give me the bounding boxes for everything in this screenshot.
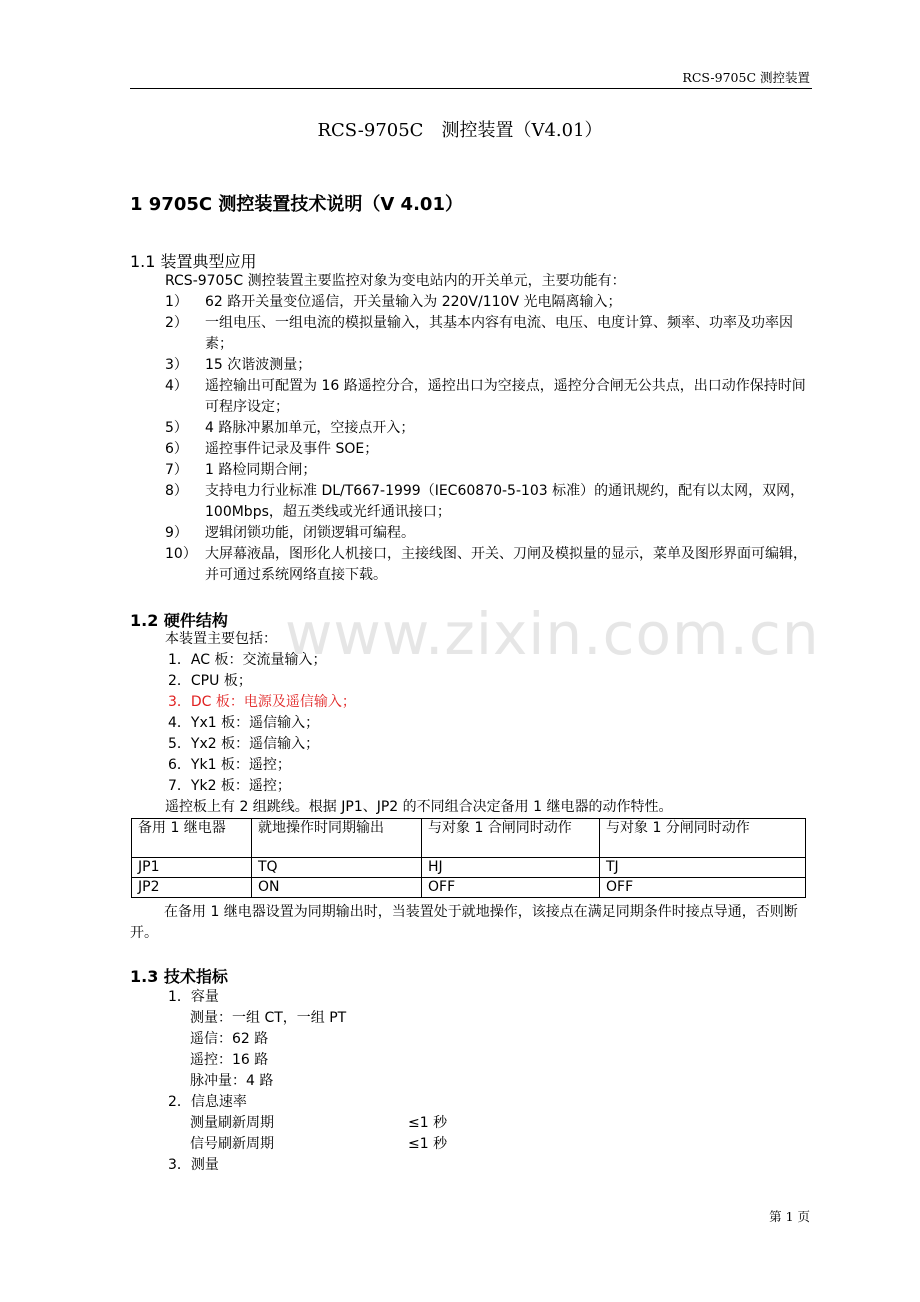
board-item: 2．CPU 板； — [168, 673, 252, 689]
watermark-text: www.zixin.com.cn — [285, 600, 820, 668]
running-header: RCS-9705C 测控装置 — [682, 70, 810, 85]
table-cell: TQ — [252, 858, 422, 878]
document-title: RCS-9705C 测控装置（V4.01） — [317, 120, 603, 141]
table-header-row — [132, 819, 806, 858]
section-1-2-intro: 本装置主要包括： — [165, 631, 277, 647]
table-cell: HJ — [422, 858, 600, 878]
capacity-label: 1．容量 — [168, 989, 219, 1005]
section-1-1-intro: RCS-9705C 测控装置主要监控对象为变电站内的开关单元，主要功能有： — [165, 273, 626, 289]
table-cell: OFF — [422, 878, 600, 898]
section-1-heading: 1 9705C 测控装置技术说明（V 4.01） — [130, 194, 463, 215]
section-1-1-heading: 1.1 装置典型应用 — [130, 252, 257, 271]
jumper-note: 遥控板上有 2 组跳线。根据 JP1、JP2 的不同组合决定备用 1 继电器的动作特性。 — [165, 799, 673, 815]
table-header-cell: 就地操作时同期输出 — [252, 819, 422, 858]
table-cell: JP1 — [132, 858, 252, 878]
header-divider — [130, 88, 812, 89]
jumper-table — [131, 818, 806, 898]
rate-item-value: ≤1 秒 — [408, 1136, 448, 1152]
table-header-cell: 备用 1 继电器 — [132, 819, 252, 858]
capacity-item: 遥信：62 路 — [190, 1031, 269, 1047]
board-item: 5．Yx2 板：遥信输入； — [168, 736, 320, 752]
table-row — [132, 878, 806, 898]
table-header-cell: 与对象 1 分闸同时动作 — [600, 819, 806, 858]
board-item: 7．Yk2 板：遥控； — [168, 778, 291, 794]
section-1-3-heading: 1.3 技术指标 — [130, 967, 228, 986]
measurement-label: 3．测量 — [168, 1157, 219, 1173]
board-item: 6．Yk1 板：遥控； — [168, 757, 291, 773]
after-table-paragraph: 在备用 1 继电器设置为同期输出时，当装置处于就地操作，该接点在满足同期条件时接点导通，否则断开。 — [130, 904, 798, 941]
capacity-item: 脉冲量：4 路 — [190, 1073, 274, 1089]
rate-item-label: 信号刷新周期 — [190, 1136, 274, 1152]
board-item: 4．Yx1 板：遥信输入； — [168, 715, 320, 731]
capacity-item: 测量：一组 CT，一组 PT — [190, 1010, 347, 1026]
rate-item-label: 测量刷新周期 — [190, 1115, 274, 1131]
table-cell: TJ — [600, 858, 806, 878]
document-page: RCS-9705C 测控装置 RCS-9705C 测控装置（V4.01） 1 9705C 测控装置技术说明（V 4.01） 1.1 装置典型应用 RCS-9705C 测控装置主要监控对象为变电站内的开关单元，主要功能有： 1） 62 路开关量变位遥信，开关量输入为 220V/110V 光电隔离输入； 2） 一组电压、一组电流的模拟量输入，其基本内容有电流、电压、电度计算、频率、功率及功率因素； 3） 15 次谐波测量； 4） 遥控输出可配置为 16 路遥控分合，遥控出口为空接点，遥控分合闸无公共点，出口动作保持时间可程序设定； 5） 4 路脉冲累加单元，空接点开入； 6） 遥控事件记录及事件 SOE； 7） 1 路检同期合闸； 8） 支持电力行业标准 DL/T667-1999（IEC60870-5-103 标准）的通讯规约，配有以太网，双网，100Mbps，超五类线或光纤通讯接口； 9） 逻辑闭锁功能，闭锁逻辑可编程。 10） 大屏幕液晶，图形化人机接口，主接线图、开关、刀闸及模拟量的显示，菜单及图形界面可编辑，并可通过系统网络直接下载。 1.2 硬件结构 本装置主要包括： 1．AC 板：交流量输入； 2．CPU 板； 3．DC 板：电源及遥信输入； 4．Yx1 板：遥信输入； 5．Yx2 板：遥信输入； 6．Yk1 板：遥控； 7．Yk2 板：遥控； 遥控板上有 2 组跳线。根据 JP1、JP2 的不同组合决定备用 1 继电器的动作特性。 备用 1 继电器 就地操作时同期输出 与对象 1 合闸同时动作 与对象 1 分闸同时动作 JP1 TQ HJ TJ JP2 ON OFF OFF 在备用 1 继电器设置为同期输出时，当装置处于就地操作，该接点在满足同期条件时接点导通，否则断开。 1.3 技术指标 1．容量 测量：一组 CT，一组 PT 遥信：62 路 遥控：16 路 脉冲量：4 路 2．信息速率 测量刷新周期 ≤1 秒 信号刷新周期 ≤1 秒 3．测量 www.zixin.com.cn 第 1 页 — [0, 0, 920, 1302]
capacity-item: 遥控：16 路 — [190, 1052, 269, 1068]
table-cell: OFF — [600, 878, 806, 898]
page-number: 第 1 页 — [769, 1209, 810, 1224]
rate-item-value: ≤1 秒 — [408, 1115, 448, 1131]
table-cell: JP2 — [132, 878, 252, 898]
table-row — [132, 858, 806, 878]
rate-label: 2．信息速率 — [168, 1094, 247, 1110]
section-1-2-heading: 1.2 硬件结构 — [130, 611, 228, 630]
table-cell: ON — [252, 878, 422, 898]
table-header-cell: 与对象 1 合闸同时动作 — [422, 819, 600, 858]
board-item-highlighted: 3．DC 板：电源及遥信输入； — [168, 694, 356, 710]
board-item: 1．AC 板：交流量输入； — [168, 652, 327, 668]
